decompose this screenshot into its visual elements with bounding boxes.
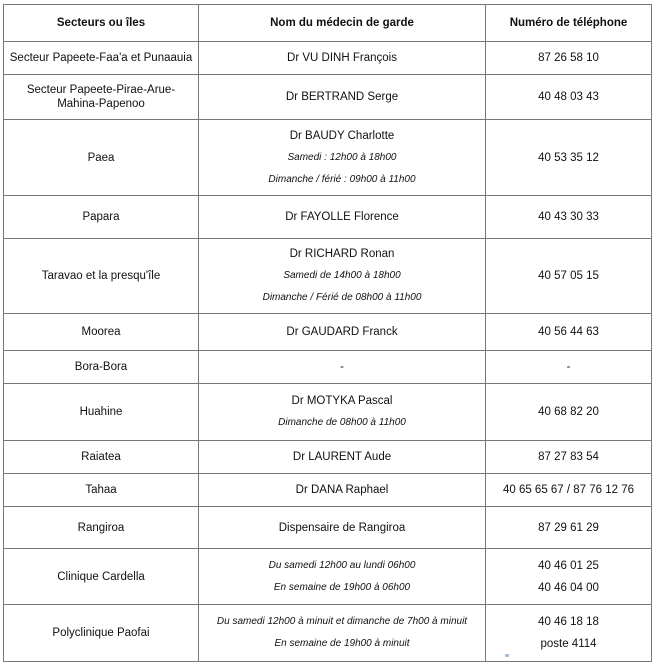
schedule-detail: Du samedi 12h00 à minuit et dimanche de 7h00 à minuit [216,616,468,627]
doctor-cell [199,196,486,239]
phone-number: 40 46 04 00 [538,581,599,594]
phone-number: 40 56 44 63 [538,326,599,338]
doctor-name: Dr BERTRAND Serge [285,91,399,103]
phone-number: 40 53 35 12 [538,151,599,164]
table-row [4,605,652,662]
schedule-detail: En semaine de 19h00 à minuit [274,638,410,649]
sector-cell: Raiatea [4,441,199,474]
doctor-name: Dr RICHARD Ronan [289,248,395,260]
schedule-detail: Dimanche de 08h00 à 11h00 [278,417,406,428]
phone-cell [486,384,652,441]
table-row [4,314,652,351]
phone-number: 40 48 03 43 [538,91,599,103]
table-row [4,384,652,441]
phone-number: 40 43 30 33 [538,211,599,223]
doctor-cell [199,384,486,441]
table-row [4,351,652,384]
sector-cell: Clinique Cardella [4,549,199,605]
table-row [4,549,652,605]
phone-cell [486,314,652,351]
phone-cell [486,474,652,507]
table-row [4,42,652,75]
phone-number: 87 26 58 10 [538,52,599,64]
table-row [4,474,652,507]
doctor-name: Dr LAURENT Aude [292,451,392,463]
doctor-name: Dr DANA Raphael [295,484,389,496]
schedule-detail: Du samedi 12h00 au lundi 06h00 [268,559,416,571]
phone-number: 40 46 18 18 [538,616,599,628]
schedule-detail: Samedi : 12h00 à 18h00 [287,151,397,163]
phone-number: 87 27 83 54 [538,451,599,463]
sector-cell: Huahine [4,384,199,441]
header-row [4,5,652,42]
table-row [4,120,652,196]
phone-number: poste 4114 [540,638,597,650]
sector-cell: Taravao et la presqu'île [4,239,199,314]
corner-mark [505,654,509,657]
header-doctor: Nom du médecin de garde [199,5,486,42]
phone-number: 40 46 01 25 [538,559,599,572]
doctor-name: Dr MOTYKA Pascal [291,395,393,407]
phone-number: 87 29 61 29 [538,521,599,534]
sector-cell: Papara [4,196,199,239]
phone-cell [486,75,652,120]
phone-cell [486,507,652,549]
doctor-cell [199,239,486,314]
doctor-cell [199,474,486,507]
phone-number: 40 57 05 15 [538,270,599,282]
sector-cell: Rangiroa [4,507,199,549]
doctor-cell [199,120,486,196]
phone-number: 40 68 82 20 [538,406,599,418]
doctor-cell [199,314,486,351]
phone-cell [486,196,652,239]
doctor-name: Dr VU DINH François [287,52,397,64]
phone-cell [486,605,652,662]
schedule-detail: En semaine de 19h00 à 06h00 [273,581,411,593]
on-call-doctors-table [3,4,652,662]
doctor-name: Dr GAUDARD Franck [286,326,398,338]
sector-cell: Tahaa [4,474,199,507]
sector-cell: Paea [4,120,199,196]
doctor-cell [199,75,486,120]
header-phone: Numéro de téléphone [486,5,652,42]
doctor-cell [199,441,486,474]
phone-number: - [566,361,571,373]
table-row [4,441,652,474]
phone-cell [486,549,652,605]
doctor-cell [199,549,486,605]
doctor-cell [199,351,486,384]
sector-cell: Secteur Papeete-Pirae-Arue-Mahina-Papenoo [4,75,199,120]
table-row [4,196,652,239]
doctor-name: Dr BAUDY Charlotte [289,129,395,142]
phone-cell [486,351,652,384]
phone-cell [486,120,652,196]
doctor-cell [199,42,486,75]
doctor-name: Dispensaire de Rangiroa [278,521,406,534]
phone-number: 40 65 65 67 / 87 76 12 76 [502,484,635,496]
header-sector: Secteurs ou îles [4,5,199,42]
schedule-detail: Samedi de 14h00 à 18h00 [283,270,401,281]
sector-cell: Secteur Papeete-Faa'a et Punaauia [4,42,199,75]
doctor-name: - [340,361,344,373]
sector-cell: Bora-Bora [4,351,199,384]
sector-cell: Polyclinique Paofai [4,605,199,662]
table-row [4,239,652,314]
doctor-cell [199,605,486,662]
doctor-cell [199,507,486,549]
schedule-detail: Dimanche / férié : 09h00 à 11h00 [268,173,416,185]
phone-cell [486,42,652,75]
table-row [4,507,652,549]
phone-cell [486,441,652,474]
sector-cell: Moorea [4,314,199,351]
doctor-name: Dr FAYOLLE Florence [285,211,399,223]
schedule-detail: Dimanche / Férié de 08h00 à 11h00 [262,292,422,303]
table-row [4,75,652,120]
phone-cell [486,239,652,314]
